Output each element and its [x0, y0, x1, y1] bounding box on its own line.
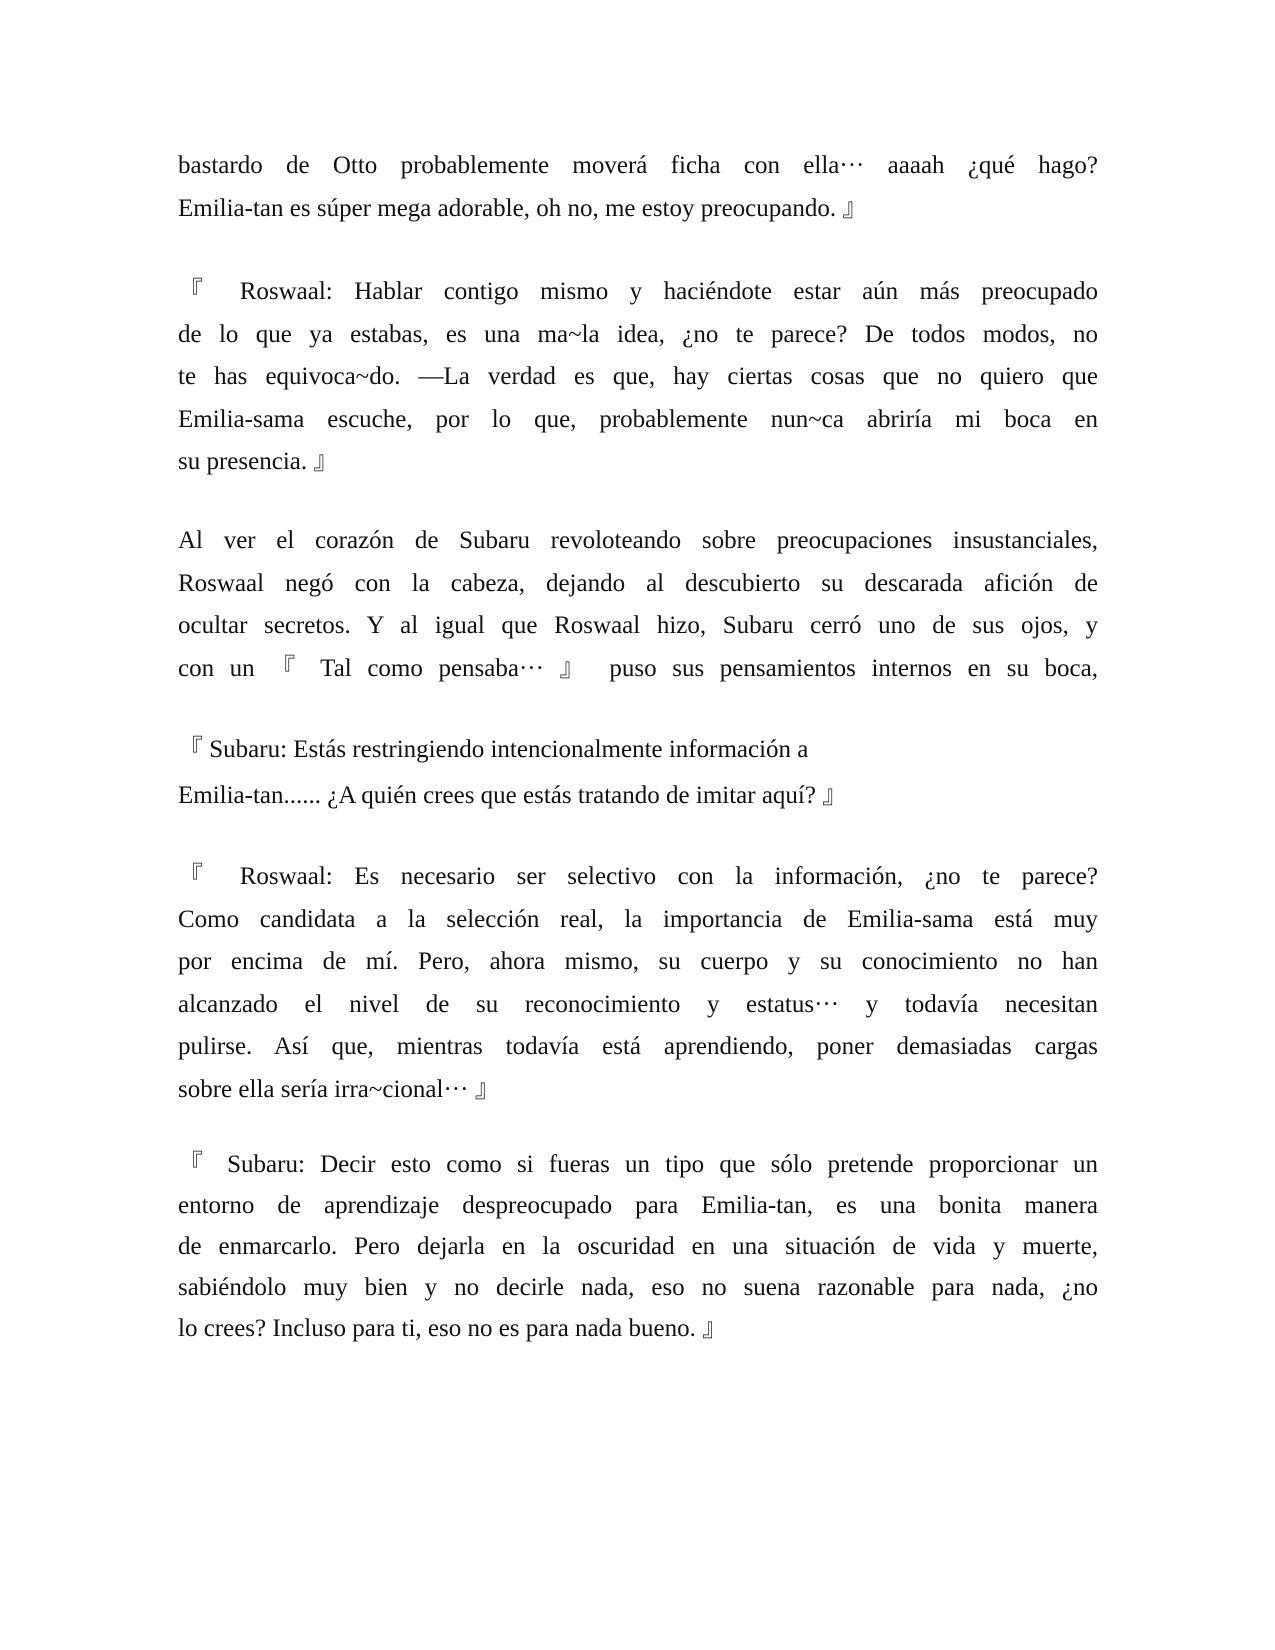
paragraph-1	[178, 145, 1098, 230]
text-line: 『 Subaru: Decir esto como si fueras un tipo que sólo pretende proporcionar un	[178, 1151, 1098, 1178]
text-line: ocultar secretos. Y al igual que Roswaal hizo, Subaru cerró uno de sus ojos, y	[178, 612, 1098, 639]
text-line: 『 Subaru: Estás restringiendo intencionalmente información a	[178, 736, 809, 763]
text-line: alcanzado el nivel de su reconocimiento y estatus··· y todavía necesitan	[178, 990, 1098, 1018]
paragraph-2	[178, 271, 1098, 484]
text-line: 『 Roswaal: Es necesario ser selectivo con la información, ¿no te parece?	[178, 863, 1098, 890]
text-line: Como candidata a la selección real, la importancia de Emilia-sama está muy	[178, 905, 1098, 933]
paragraph-5	[178, 856, 1098, 1111]
text-line: de enmarcarlo. Pero dejarla en la oscuridad en una situación de vida y muerte,	[178, 1233, 1098, 1260]
text-line: pulirse. Así que, mientras todavía está aprendiendo, poner demasiadas cargas	[178, 1033, 1098, 1060]
text-line: de lo que ya estabas, es una ma~la idea, ¿no te parece? De todos modos, no	[178, 320, 1098, 348]
text-line: Emilia-sama escuche, por lo que, probablemente nun~ca abriría mi boca en	[178, 405, 1098, 433]
paragraph-4	[178, 727, 1098, 819]
text-line: Al ver el corazón de Subaru revoloteando sobre preocupaciones insustanciales,	[178, 527, 1098, 554]
text-line: 『 Roswaal: Hablar contigo mismo y haciéndote estar aún más preocupado	[178, 278, 1098, 305]
text-line: con un 『 Tal como pensaba··· 』 puso sus pensamientos internos en su boca,	[178, 654, 1098, 682]
text-line: Emilia-tan es súper mega adorable, oh no, me estoy preocupando. 』	[178, 194, 868, 222]
text-line: sabiéndolo muy bien y no decirle nada, eso no suena razonable para nada, ¿no	[178, 1274, 1098, 1301]
text-line: Roswaal negó con la cabeza, dejando al descubierto su descarada afición de	[178, 569, 1098, 597]
paragraph-3	[178, 520, 1098, 690]
text-line: Emilia-tan...... ¿A quién crees que estás tratando de imitar aquí? 』	[178, 782, 848, 809]
text-line: su presencia. 』	[178, 448, 339, 475]
text-line: sobre ella sería irra~cional··· 』	[178, 1075, 500, 1103]
text-line: bastardo de Otto probablemente moverá ficha con ella··· aaaah ¿qué hago?	[178, 152, 1098, 179]
text-line: lo crees? Incluso para ti, eso no es para nada bueno. 』	[178, 1315, 728, 1342]
paragraph-6	[178, 1144, 1098, 1349]
text-line: entorno de aprendizaje despreocupado para Emilia-tan, es una bonita manera	[178, 1192, 1098, 1219]
text-line: te has equivoca~do. —La verdad es que, hay ciertas cosas que no quiero que	[178, 363, 1098, 390]
text-line: por encima de mí. Pero, ahora mismo, su cuerpo y su conocimiento no han	[178, 948, 1098, 975]
